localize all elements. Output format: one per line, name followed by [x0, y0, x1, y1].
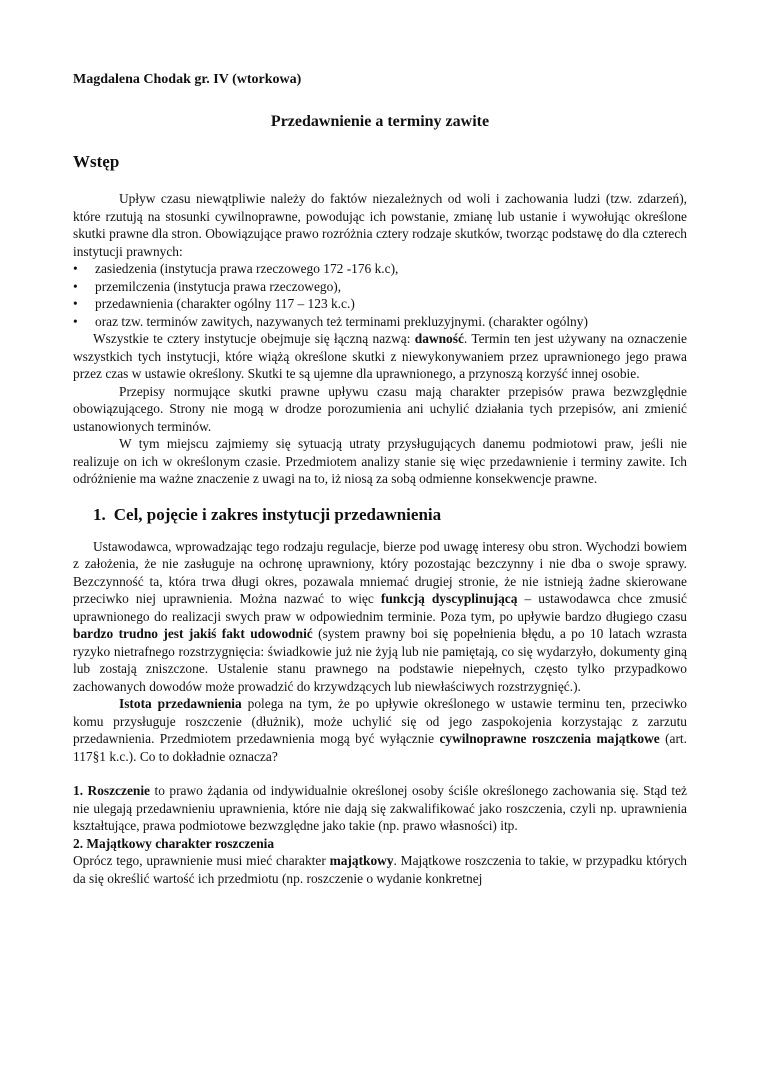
list-item: • zasiedzenia (instytucja prawa rzeczowego 172 -176 k.c), — [95, 260, 687, 278]
document-body — [73, 190, 687, 887]
intro-paragraph-2: Wszystkie te cztery instytucje obejmuje się łączną nazwą: dawność. Termin ten jest używany na oznaczenie wszystkich tych instytucji, które wiążą określone skutki z niewykonywaniem przez uprawnionego jego prawa przez czas w ustawie określony. Skutki te są ujemne dla uprawnionego, a przynoszą korzyść innej osobie. — [73, 331, 687, 381]
subsection-2-heading: 2. Majątkowy charakter roszczenia — [73, 835, 275, 851]
intro-paragraph-4: W tym miejscu zajmiemy się sytuacją utraty przysługujących danemu podmiotowi praw, jeśli nie realizuje on ich w określonym czasie. Przedmiotem analizy stanie się więc przedawnienie i terminy zawite. Ich odróżnienie ma ważne znaczenie z uwagi na to, iż niosą za sobą odmienne konsekwencje prawne. — [73, 436, 687, 486]
section-1-paragraph-3: Oprócz tego, uprawnienie musi mieć charakter majątkowy. Majątkowe roszczenia to takie, w przypadku których da się określić wartość ich przedmiotu (np. roszczenie o wydanie konkretnej — [73, 853, 687, 886]
author-line: Magdalena Chodak gr. IV (wtorkowa) — [73, 72, 302, 87]
institutions-list — [73, 260, 687, 330]
list-item: • oraz tzw. terminów zawitych, nazywanych też terminami prekluzyjnymi. (charakter ogólny) — [95, 313, 687, 331]
section-1-paragraph-2: Istota przedawnienia polega na tym, że po upływie określonego w ustawie terminu ten, przeciwko komu przysługuje roszczenie (dłużnik), może uchylić się od jego zaspokojenia korzystając z zarzutu przedawnienia. Przedmiotem przedawnienia mogą być wyłącznie cywilnoprawne roszczenia majątkowe (art. 117§1 k.c.). Co to dokładnie oznacza? — [73, 696, 687, 764]
intro-heading: Wstęp — [73, 152, 120, 171]
spacer — [73, 765, 687, 782]
intro-paragraph-3: Przepisy normujące skutki prawne upływu czasu mają charakter przepisów prawa bezwzględnie obowiązującego. Strony nie mogą w drodze porozumienia ani uchylić działania tych przepisów, ani zmienić ustanowionych terminów. — [73, 383, 687, 434]
section-1-paragraph-1: Ustawodawca, wprowadzając tego rodzaju regulacje, bierze pod uwagę interesy obu stron. Wychodzi bowiem z założenia, że nie zasługuje na ochronę uprawniony, który pozostając bezczynny i nie dba o swoje sprawy. Bezczynność ta, która trwa długi okres, pozawala mniemać drugiej stronie, że nie istnieją żadne skierowane przeciwko niej uprawnienia. Można nazwać to więc funkcją dyscyplinującą – ustawodawca chce zmusić uprawnionego do realizacji swych praw w odpowiednim terminie. Poza tym, po upływie bardzo długiego czasu bardzo trudno jest jakiś fakt udowodnić (system prawny boi się popełnienia błędu, a po 10 latach wzrasta ryzyko nietrafnego rozstrzygnięcia: świadkowie już nie żyją lub nie pamiętają, co się wydarzyło, dokumenty giną lub zostają zniszczone. Ustalenie stanu prawnego na podstawie niepełnych, często tylko przypadkowo zachowanych dowodów może prowadzić do krzywdzących lub niewłaściwych rozstrzygnięć.). — [73, 538, 687, 694]
intro-paragraph-1: Upływ czasu niewątpliwie należy do faktów niezależnych od woli i zachowania ludzi (tzw. zdarzeń), które rzutują na stosunki cywilnoprawne, powodując ich powstanie, zmianę lub ustanie i wywołując określone skutki prawne dla stron. Obowiązujące prawo rozróżnia cztery rodzaje skutków, tworząc podstawę do dla czterech instytucji prawnych: — [73, 191, 687, 259]
term-dawnosc: dawność — [414, 331, 464, 346]
list-item: • przedawnienia (charakter ogólny 117 – 123 k.c.) — [95, 295, 687, 313]
document-title: Przedawnienie a terminy zawite — [270, 113, 490, 130]
section-1-heading: 1. Cel, pojęcie i zakres instytucji przedawnienia — [93, 504, 442, 524]
subsection-roszczenie: 1. Roszczenie to prawo żądania od indywidualnie określonej osoby ściśle określonego zachowania się. Stąd też nie ulegają przedawnieniu uprawnienia, które nie dają się zakwalifikować jako roszczenia, czyli np. uprawnienia kształtujące, prawa podmiotowe bezwzględne jako takie (np. prawo własności) itp. — [73, 783, 687, 833]
list-item: • przemilczenia (instytucja prawa rzeczowego), — [95, 278, 687, 296]
